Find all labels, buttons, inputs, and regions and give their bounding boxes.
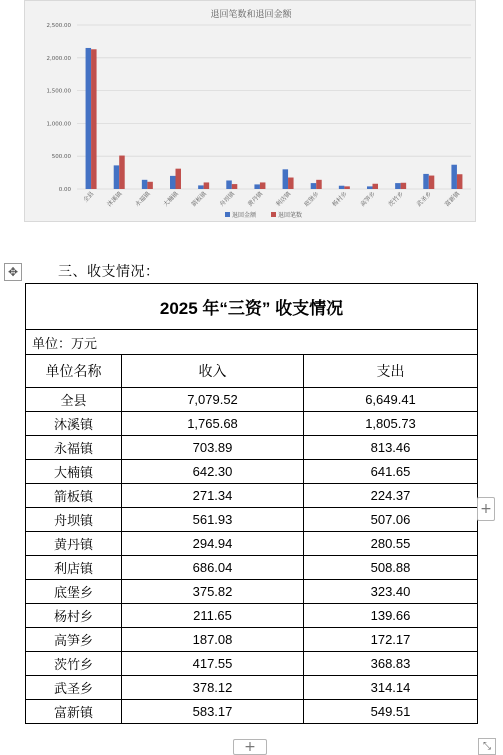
header-row — [26, 355, 478, 388]
bar-count — [316, 180, 322, 189]
bar-amount — [114, 165, 120, 189]
x-tick-label: 杨村乡 — [331, 190, 349, 209]
legend-swatch — [225, 212, 230, 217]
x-tick-label: 大楠镇 — [162, 190, 180, 209]
expense-cell: 641.65 — [304, 460, 478, 484]
unit-name-cell: 永福镇 — [26, 436, 122, 460]
x-tick-label: 富新镇 — [443, 190, 462, 209]
bar-amount — [283, 169, 289, 189]
x-tick-label: 沐溪镇 — [105, 190, 124, 209]
bar-amount — [254, 184, 260, 189]
expense-cell: 813.46 — [304, 436, 478, 460]
expense-cell: 549.51 — [304, 700, 478, 724]
x-tick-label: 高笋乡 — [359, 190, 377, 209]
bar-amount — [198, 185, 204, 189]
x-tick-label: 永福镇 — [134, 190, 152, 209]
income-cell: 1,765.68 — [122, 412, 304, 436]
add-row-button[interactable]: + — [233, 739, 267, 755]
expense-cell: 368.83 — [304, 652, 478, 676]
expense-cell: 1,805.73 — [304, 412, 478, 436]
unit-name-cell: 大楠镇 — [26, 460, 122, 484]
add-column-button[interactable]: + — [477, 497, 495, 521]
x-tick-label: 武圣乡 — [415, 190, 434, 209]
expense-cell: 508.88 — [304, 556, 478, 580]
bar-chart — [25, 1, 477, 223]
bar-count — [288, 178, 294, 189]
bar-count — [147, 182, 153, 189]
bar-amount — [451, 165, 457, 189]
table-row — [26, 556, 478, 580]
income-cell: 703.89 — [122, 436, 304, 460]
unit-name-cell: 全县 — [26, 388, 122, 412]
bar-count — [119, 156, 125, 189]
bar-amount — [339, 186, 345, 189]
unit-name-cell: 杨村乡 — [26, 604, 122, 628]
income-cell: 642.30 — [122, 460, 304, 484]
expense-cell: 172.17 — [304, 628, 478, 652]
column-header: 单位名称 — [26, 355, 122, 388]
bar-count — [91, 49, 97, 189]
income-cell: 271.34 — [122, 484, 304, 508]
table-row — [26, 388, 478, 412]
bar-count — [401, 183, 407, 189]
unit-name-cell: 高笋乡 — [26, 628, 122, 652]
bar-count — [457, 174, 463, 189]
bar-count — [204, 182, 210, 189]
unit-name-cell: 利店镇 — [26, 556, 122, 580]
bar-count — [429, 176, 435, 189]
column-header: 收入 — [122, 355, 304, 388]
x-tick-label: 全县 — [82, 190, 96, 204]
y-tick-label: 2,000.00 — [46, 55, 71, 62]
x-tick-label: 黄丹镇 — [246, 190, 265, 209]
bar-amount — [311, 183, 317, 189]
bar-count — [232, 184, 238, 189]
table-row — [26, 676, 478, 700]
y-tick-label: 0.00 — [58, 187, 71, 193]
y-tick-label: 2,500.00 — [46, 23, 71, 29]
unit-name-cell: 沐溪镇 — [26, 412, 122, 436]
expense-cell: 224.37 — [304, 484, 478, 508]
bar-amount — [142, 180, 148, 189]
expense-cell: 314.14 — [304, 676, 478, 700]
table-row — [26, 700, 478, 724]
unit-name-cell: 茨竹乡 — [26, 652, 122, 676]
table-row — [26, 532, 478, 556]
bar-amount — [226, 180, 232, 189]
y-tick-label: 1,000.00 — [46, 121, 71, 128]
y-tick-label: 1,500.00 — [46, 88, 71, 95]
table-row — [26, 628, 478, 652]
table-row — [26, 652, 478, 676]
income-cell: 294.94 — [122, 532, 304, 556]
table-row — [26, 460, 478, 484]
legend-label: 退回金额 — [232, 212, 257, 219]
table-row — [26, 508, 478, 532]
income-cell: 686.04 — [122, 556, 304, 580]
bar-amount — [86, 48, 92, 189]
income-cell: 561.93 — [122, 508, 304, 532]
income-cell: 583.17 — [122, 700, 304, 724]
expense-cell: 507.06 — [304, 508, 478, 532]
unit-name-cell: 武圣乡 — [26, 676, 122, 700]
table-row — [26, 604, 478, 628]
income-cell: 187.08 — [122, 628, 304, 652]
income-cell: 378.12 — [122, 676, 304, 700]
y-tick-label: 500.00 — [51, 154, 71, 161]
income-expense-table — [25, 283, 478, 724]
bar-amount — [423, 174, 429, 189]
x-tick-label: 利店镇 — [274, 190, 293, 209]
bar-amount — [367, 186, 373, 189]
x-tick-label: 茨竹乡 — [387, 190, 406, 209]
move-icon[interactable]: ✥ — [4, 263, 22, 281]
resize-icon[interactable]: ⤡ — [478, 738, 496, 755]
expense-cell: 139.66 — [304, 604, 478, 628]
bar-count — [373, 184, 379, 189]
income-cell: 211.65 — [122, 604, 304, 628]
unit-name-cell: 黄丹镇 — [26, 532, 122, 556]
x-tick-label: 舟坝镇 — [218, 190, 237, 209]
unit-name-cell: 舟坝镇 — [26, 508, 122, 532]
table-row — [26, 436, 478, 460]
table-row — [26, 580, 478, 604]
unit-label: 单位：万元 — [26, 330, 478, 355]
income-cell: 417.55 — [122, 652, 304, 676]
unit-name-cell: 箭板镇 — [26, 484, 122, 508]
x-tick-label: 底堡乡 — [302, 190, 321, 209]
unit-name-cell: 底堡乡 — [26, 580, 122, 604]
bar-count — [176, 169, 182, 189]
table-row — [26, 484, 478, 508]
chart-title: 退回笔数和退回金额 — [210, 10, 292, 20]
bar-amount — [395, 183, 401, 189]
expense-cell: 323.40 — [304, 580, 478, 604]
expense-cell: 6,649.41 — [304, 388, 478, 412]
income-cell: 7,079.52 — [122, 388, 304, 412]
expense-cell: 280.55 — [304, 532, 478, 556]
table-title: 2025 年“三资” 收支情况 — [26, 284, 478, 330]
table-row — [26, 412, 478, 436]
x-tick-label: 箭板镇 — [190, 190, 209, 209]
bar-count — [260, 182, 266, 189]
bar-amount — [170, 176, 176, 189]
unit-name-cell: 富新镇 — [26, 700, 122, 724]
chart-area[interactable] — [24, 0, 476, 222]
income-cell: 375.82 — [122, 580, 304, 604]
legend-swatch — [271, 212, 276, 217]
legend-label: 退回笔数 — [278, 212, 303, 219]
bar-count — [344, 186, 350, 189]
column-header: 支出 — [304, 355, 478, 388]
section-heading: 三、收支情况： — [58, 264, 160, 280]
